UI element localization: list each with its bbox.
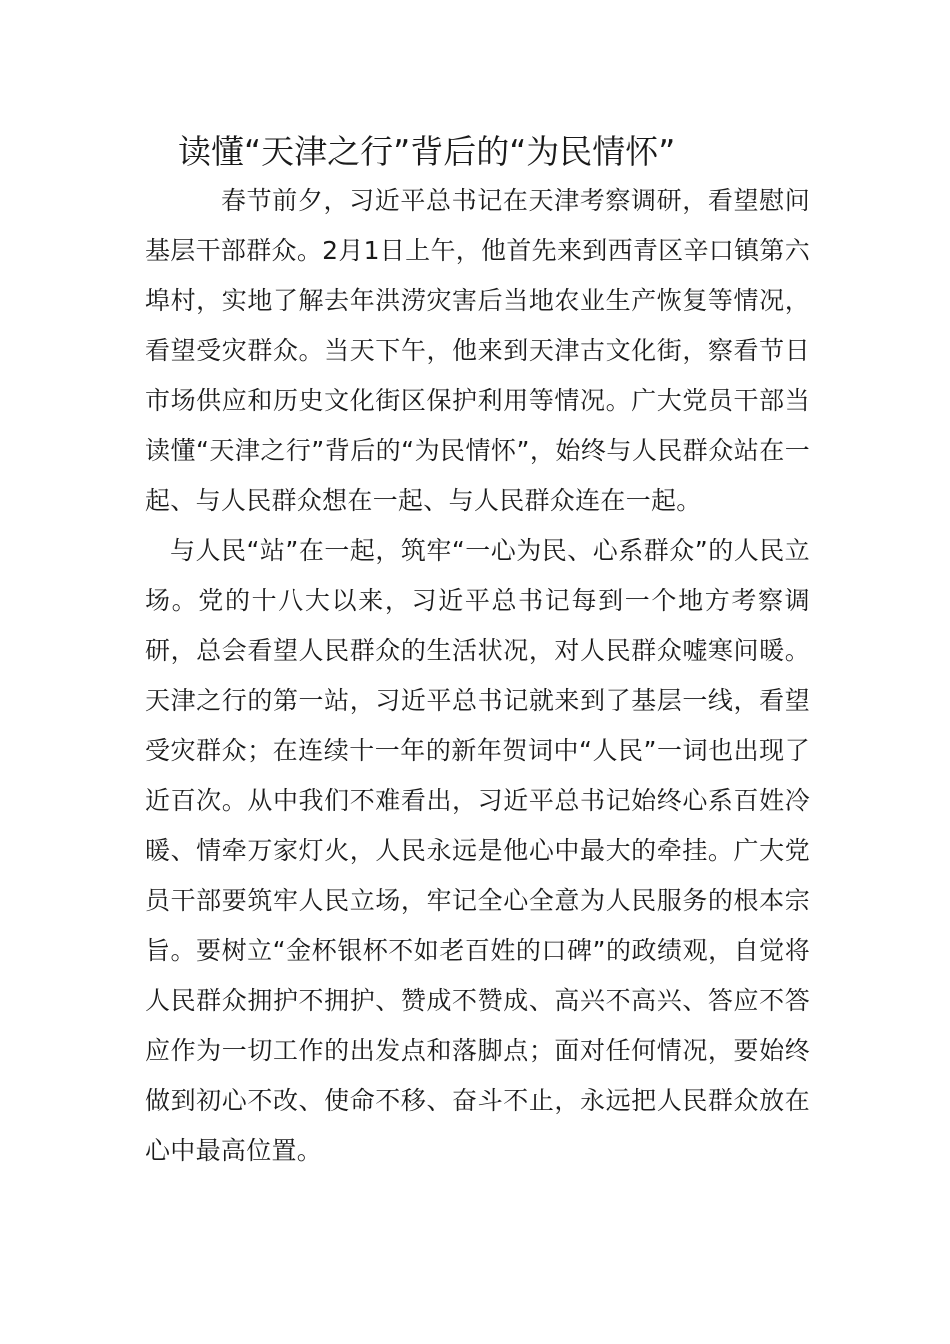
paragraph-stand-with-people: 与人民“站”在一起，筑牢“一心为民、心系群众”的人民立场。党的十八大以来，习近平总书记每到一个地方考察调研，总会看望人民群众的生活状况，对人民群众嘘寒问暖。天津之行的第一站，习近平总书记就来到了基层一线，看望受灾群众；在连续十一年的新年贺词中“人民”一词也出现了近百次。从中我们不难看出，习近平总书记始终心系百姓冷暖、情牵万家灯火，人民永远是他心中最大的牵挂。广大党员干部要筑牢人民立场，牢记全心全意为人民服务的根本宗旨。要树立“金杯银杯不如老百姓的口碑”的政绩观，自觉将人民群众拥护不拥护、赞成不赞成、高兴不高兴、答应不答应作为一切工作的出发点和落脚点；面对任何情况，要始终做到初心不改、使命不移、奋斗不止，永远把人民群众放在心中最高位置。 [145,536,810,1165]
document-title: 读懂“天津之行”背后的“为民情怀” [178,132,676,171]
paragraph-intro: 春节前夕，习近平总书记在天津考察调研，看望慰问基层干部群众。2月1日上午，他首先来到西青区辛口镇第六埠村，实地了解去年洪涝灾害后当地农业生产恢复等情况，看望受灾群众。当天下午，他来到天津古文化街，察看节日市场供应和历史文化街区保护利用等情况。广大党员干部当读懂“天津之行”背后的“为民情怀”，始终与人民群众站在一起、与人民群众想在一起、与人民群众连在一起。 [145,186,810,515]
document-body [145,176,810,1176]
